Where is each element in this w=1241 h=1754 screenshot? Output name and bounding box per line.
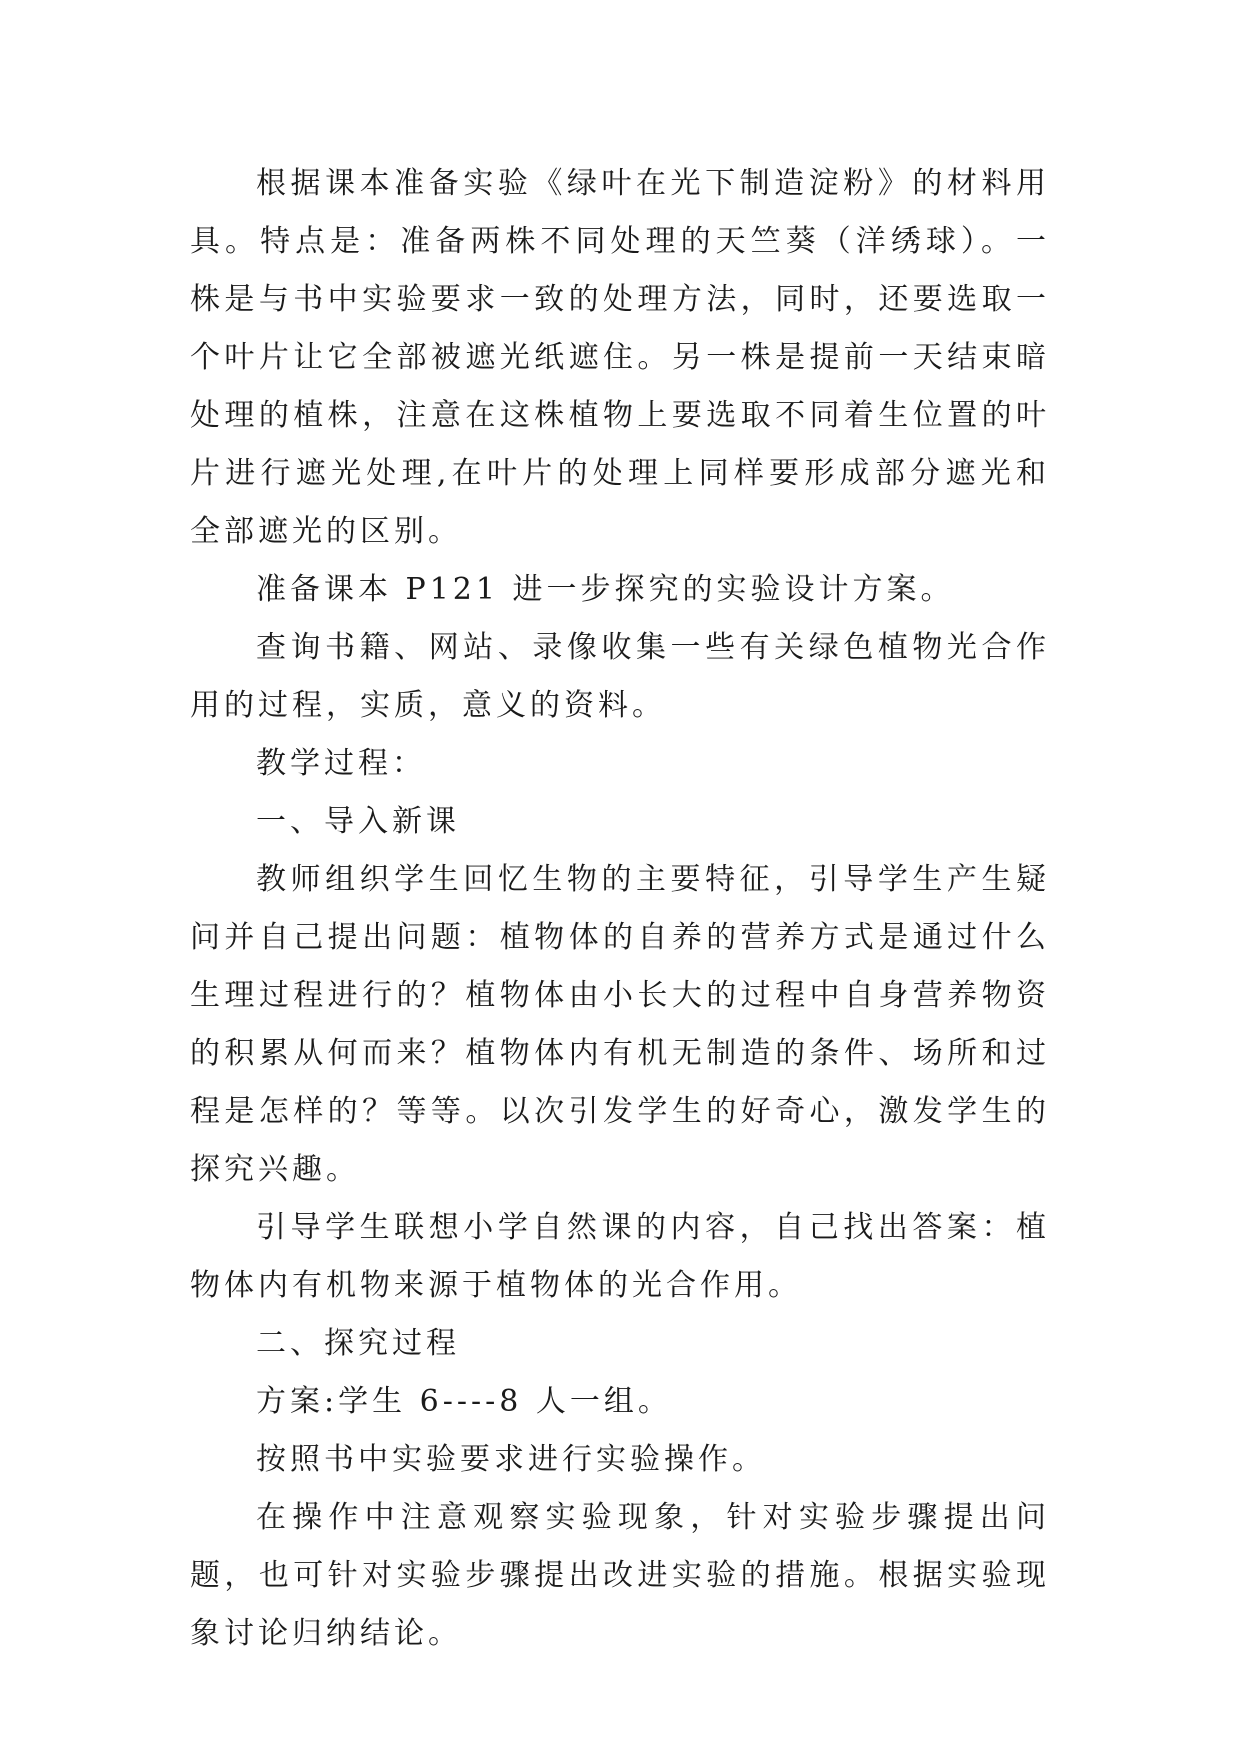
paragraph-materials: 根据课本准备实验《绿叶在光下制造淀粉》的材料用具。特点是：准备两株不同处理的天竺葵（洋绣球）。一株是与书中实验要求一致的处理方法，同时，还要选取一个叶片让它全部被遮光纸遮住。另一株是提前一天结束暗处理的植株，注意在这株植物上要选取不同着生位置的叶片进行遮光处理,在叶片的处理上同样要形成部分遮光和全部遮光的区别。 (190, 166, 1050, 549)
paragraph-observation: 在操作中注意观察实验现象，针对实验步骤提出问题，也可针对实验步骤提出改进实验的措施。根据实验现象讨论归纳结论。 (190, 1500, 1050, 1651)
paragraph-grouping: 方案:学生 6----8 人一组。 (256, 1384, 672, 1419)
paragraph-research: 查询书籍、网站、录像收集一些有关绿色植物光合作用的过程，实质，意义的资料。 (190, 630, 1050, 723)
document-body (190, 155, 1050, 1663)
paragraph-intro-questions: 教师组织学生回忆生物的主要特征，引导学生产生疑问并自己提出问题：植物体的自养的营养方式是通过什么生理过程进行的？植物体由小长大的过程中自身营养物资的积累从何而来？植物体内有机无制造的条件、场所和过程是怎样的？等等。以次引发学生的好奇心，激发学生的探究兴趣。 (190, 862, 1050, 1187)
paragraph-operation: 按照书中实验要求进行实验操作。 (256, 1442, 766, 1477)
paragraph-design-plan: 准备课本 P121 进一步探究的实验设计方案。 (256, 572, 955, 607)
paragraph-intro-answer: 引导学生联想小学自然课的内容，自己找出答案：植物体内有机物来源于植物体的光合作用。 (190, 1210, 1050, 1303)
heading-inquiry: 二、探究过程 (256, 1326, 460, 1361)
heading-intro: 一、导入新课 (256, 804, 460, 839)
paragraph-teaching-process: 教学过程： (256, 746, 426, 781)
